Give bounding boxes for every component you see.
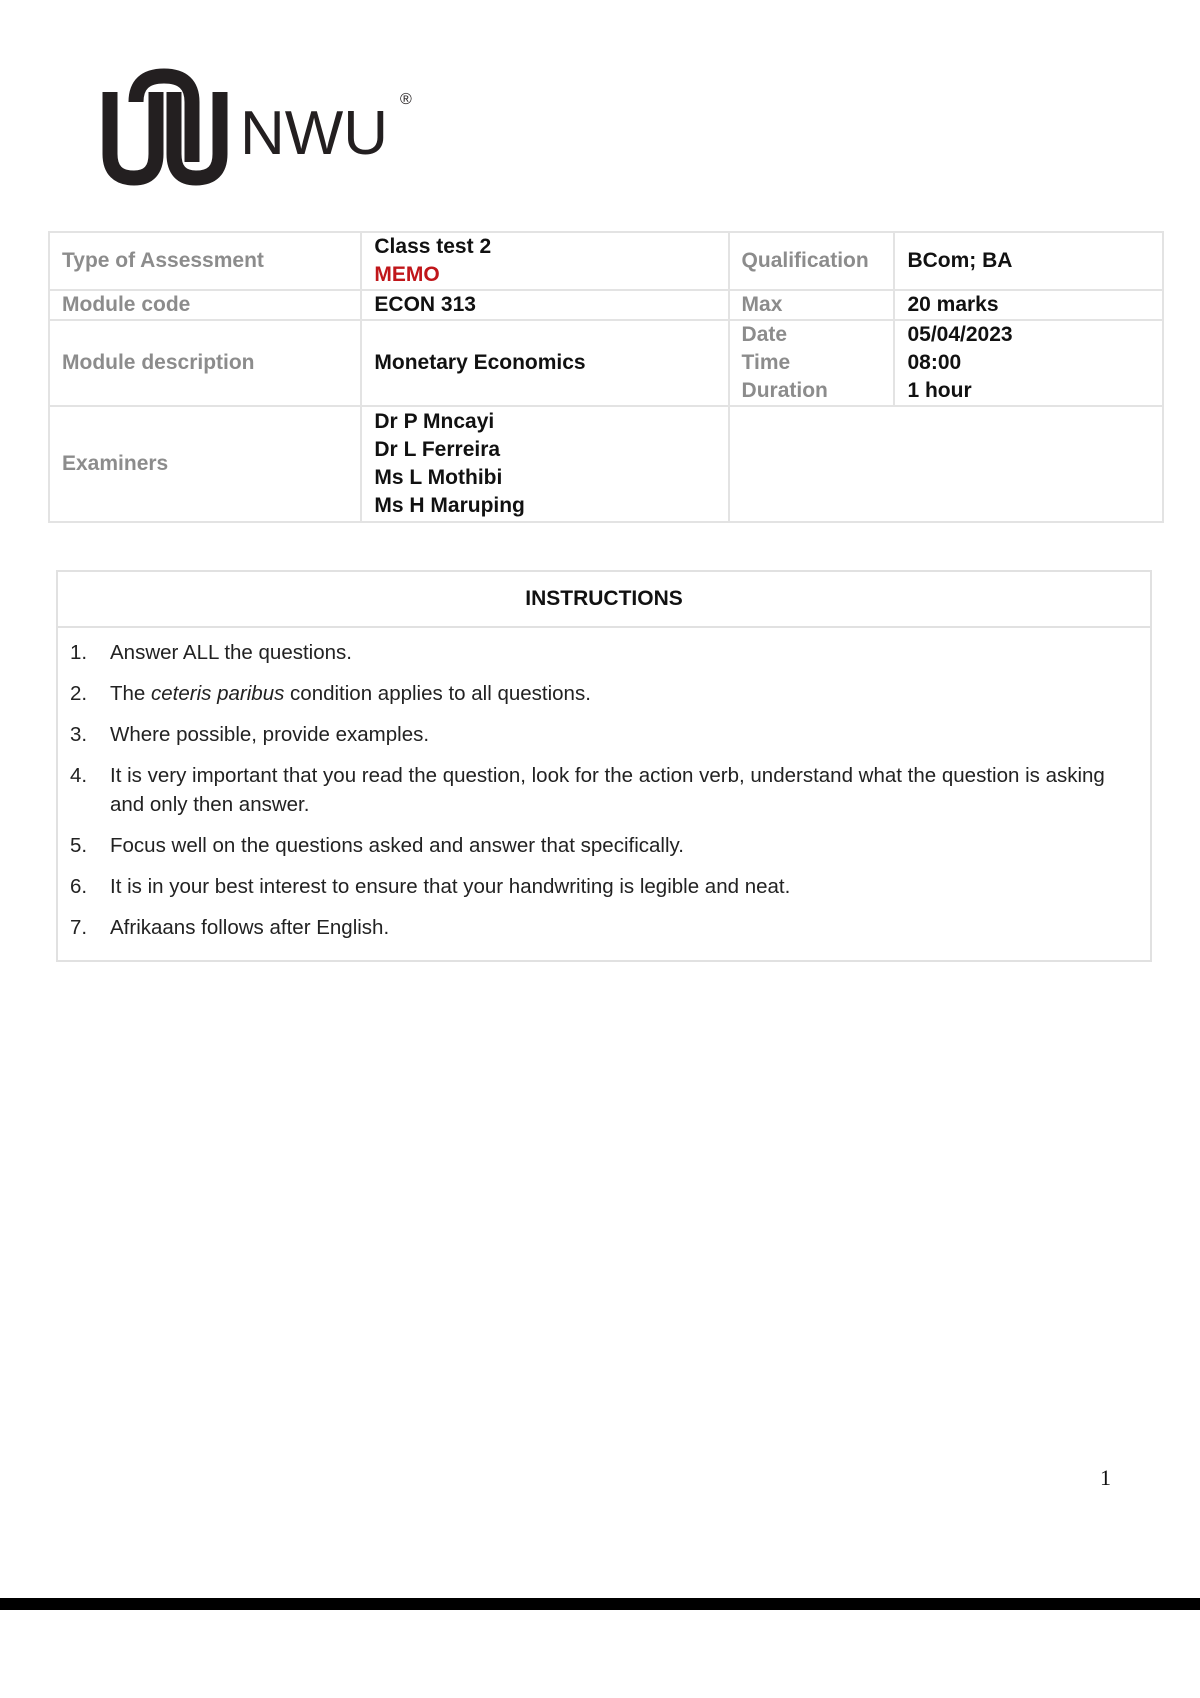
- instruction-text-pre: The: [110, 682, 152, 705]
- registered-mark: ®: [400, 91, 412, 108]
- max-value: 20 marks: [894, 290, 1163, 320]
- module-code-label: Module code: [49, 290, 361, 320]
- schedule-values: [894, 320, 1163, 406]
- module-description-value: Monetary Economics: [361, 320, 728, 406]
- examiner-name: Ms H Maruping: [374, 494, 525, 517]
- type-of-assessment-cell: [361, 232, 728, 290]
- instruction-item: [70, 831, 1130, 860]
- max-label: Max: [729, 290, 895, 320]
- date-value: 05/04/2023: [907, 323, 1013, 346]
- qualification-label: Qualification: [729, 232, 895, 290]
- instruction-text-emphasis: ceteris paribus: [151, 682, 285, 705]
- examiner-name: Ms L Mothibi: [374, 466, 503, 489]
- instruction-item: [70, 872, 1130, 901]
- row-examiners: [49, 406, 1163, 522]
- instruction-number: 3.: [70, 723, 88, 746]
- nwu-logo: [98, 66, 428, 196]
- instruction-item: [70, 761, 1130, 819]
- examiners-label: Examiners: [49, 406, 361, 522]
- qualification-value: BCom; BA: [894, 232, 1163, 290]
- page-number: 1: [1100, 1465, 1111, 1490]
- instruction-number: 1.: [70, 641, 88, 664]
- instruction-item: [70, 720, 1130, 749]
- nwu-emblem-icon: [98, 66, 428, 196]
- footer-bar: [0, 1598, 1200, 1610]
- duration-value: 1 hour: [907, 379, 972, 402]
- instruction-item: [70, 638, 1130, 667]
- instruction-text: It is very important that you read the question, look for the action verb, understand what the question is asking and only then answer.: [110, 764, 1105, 816]
- instruction-text: Afrikaans follows after English.: [110, 916, 390, 939]
- instruction-number: 4.: [70, 764, 88, 787]
- instruction-number: 2.: [70, 682, 88, 705]
- assessment-info-table: [48, 231, 1164, 523]
- examiner-name: Dr L Ferreira: [374, 438, 501, 461]
- schedule-labels: [729, 320, 895, 406]
- instruction-number: 6.: [70, 875, 88, 898]
- instruction-text-post: condition applies to all questions.: [284, 682, 591, 705]
- instructions-list: [58, 628, 1150, 942]
- instruction-text: It is in your best interest to ensure that your handwriting is legible and neat.: [110, 875, 791, 898]
- date-label: Date: [741, 323, 788, 346]
- duration-label: Duration: [741, 379, 828, 402]
- instruction-text: Where possible, provide examples.: [110, 723, 430, 746]
- row-module-description: [49, 320, 1163, 406]
- instruction-text: Answer ALL the questions.: [110, 641, 352, 664]
- examiners-list: [361, 406, 728, 522]
- type-of-assessment-label: Type of Assessment: [49, 232, 361, 290]
- memo-label: MEMO: [374, 263, 440, 286]
- instruction-text: [110, 679, 1130, 708]
- type-of-assessment-value: Class test 2: [374, 235, 492, 258]
- module-description-label: Module description: [49, 320, 361, 406]
- instruction-item: [70, 679, 1130, 708]
- module-code-value: ECON 313: [361, 290, 728, 320]
- time-value: 08:00: [907, 351, 962, 374]
- instruction-text: Focus well on the questions asked and answer that specifically.: [110, 834, 684, 857]
- instruction-item: [70, 913, 1130, 942]
- examiner-name: Dr P Mncayi: [374, 410, 495, 433]
- logo-text: NWU: [240, 99, 389, 168]
- empty-cell: [729, 406, 1163, 522]
- instructions-title: INSTRUCTIONS: [58, 572, 1150, 628]
- row-type-of-assessment: [49, 232, 1163, 290]
- instructions-box: [56, 570, 1152, 962]
- instruction-number: 5.: [70, 834, 88, 857]
- instruction-number: 7.: [70, 916, 88, 939]
- row-module-code: [49, 290, 1163, 320]
- time-label: Time: [741, 351, 791, 374]
